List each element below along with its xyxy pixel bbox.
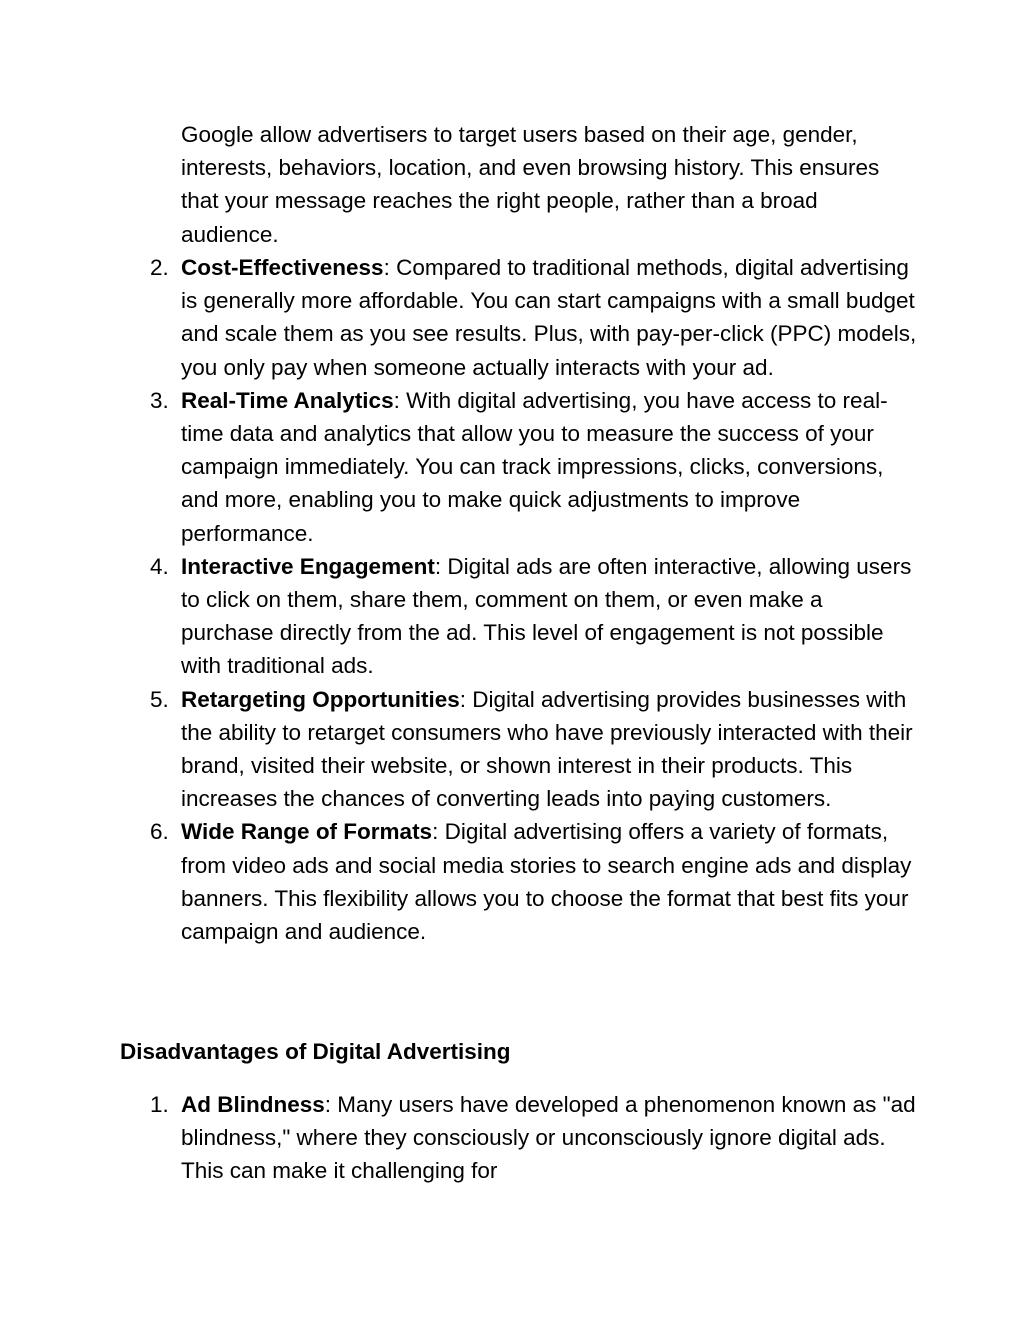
list-number: 6. xyxy=(150,819,169,845)
list-number: 2. xyxy=(150,255,169,280)
list-item-text: : Digital ads are often interactive, allowing users to click on them, share them, comment on them, or even make a purchase directly from the ad. This level of engagement is not possible with traditional ads. xyxy=(181,553,912,679)
list-item-continuation: Google allow advertisers to target users based on their age, gender, interests, behaviors, location, and even browsing history. This ensures that your message reaches the right people, rather than a broad audience. xyxy=(181,122,880,247)
list-item-text: : Digital advertising offers a variety of formats, from video ads and social media stories to search engine ads and display banners. This flexibility allows you to choose the format that best fits your campaign and audience. xyxy=(181,819,912,945)
list-number: 3. xyxy=(150,387,169,413)
list-item-term: Interactive Engagement xyxy=(181,553,435,579)
list-item-text: : With digital advertising, you have access to real-time data and analytics that allow you to measure the success of your campaign immediately. You can track impressions, clicks, conversions, and more, enabling you to make quick adjustments to improve performance. xyxy=(181,387,888,546)
list-item xyxy=(120,1088,920,1188)
advantages-list xyxy=(120,251,920,948)
list-item-text: : Digital advertising provides businesses with the ability to retarget consumers who have previously interacted with their brand, visited their website, or shown interest in their products. This increases the chances of converting leads into paying customers. xyxy=(181,686,913,812)
list-item xyxy=(120,815,920,948)
list-item-text: : Compared to traditional methods, digital advertising is generally more affordable. You can start campaigns with a small budget and scale them as you see results. Plus, with pay-per-click (PPC) models, you only pay when someone actually interacts with your ad. xyxy=(181,255,917,380)
list-item xyxy=(120,384,920,550)
list-item xyxy=(120,251,920,384)
list-number: 5. xyxy=(150,686,169,712)
list-item xyxy=(120,550,920,683)
disadvantages-list xyxy=(120,1088,920,1188)
list-item-term: Wide Range of Formats xyxy=(181,819,433,845)
list-number: 4. xyxy=(150,553,169,579)
list-item-text: : Many users have developed a phenomenon known as "ad blindness," where they consciously or unconsciously ignore digital ads. This can make it challenging for xyxy=(181,1092,916,1184)
list-item xyxy=(120,683,920,816)
list-item-term: Real-Time Analytics xyxy=(181,387,394,413)
section-heading: Disadvantages of Digital Advertising xyxy=(120,1039,511,1064)
list-item-term: Cost-Effectiveness xyxy=(181,255,384,280)
list-item-term: Ad Blindness xyxy=(181,1092,325,1117)
list-item-term: Retargeting Opportunities xyxy=(181,686,460,712)
list-number: 1. xyxy=(150,1092,169,1117)
